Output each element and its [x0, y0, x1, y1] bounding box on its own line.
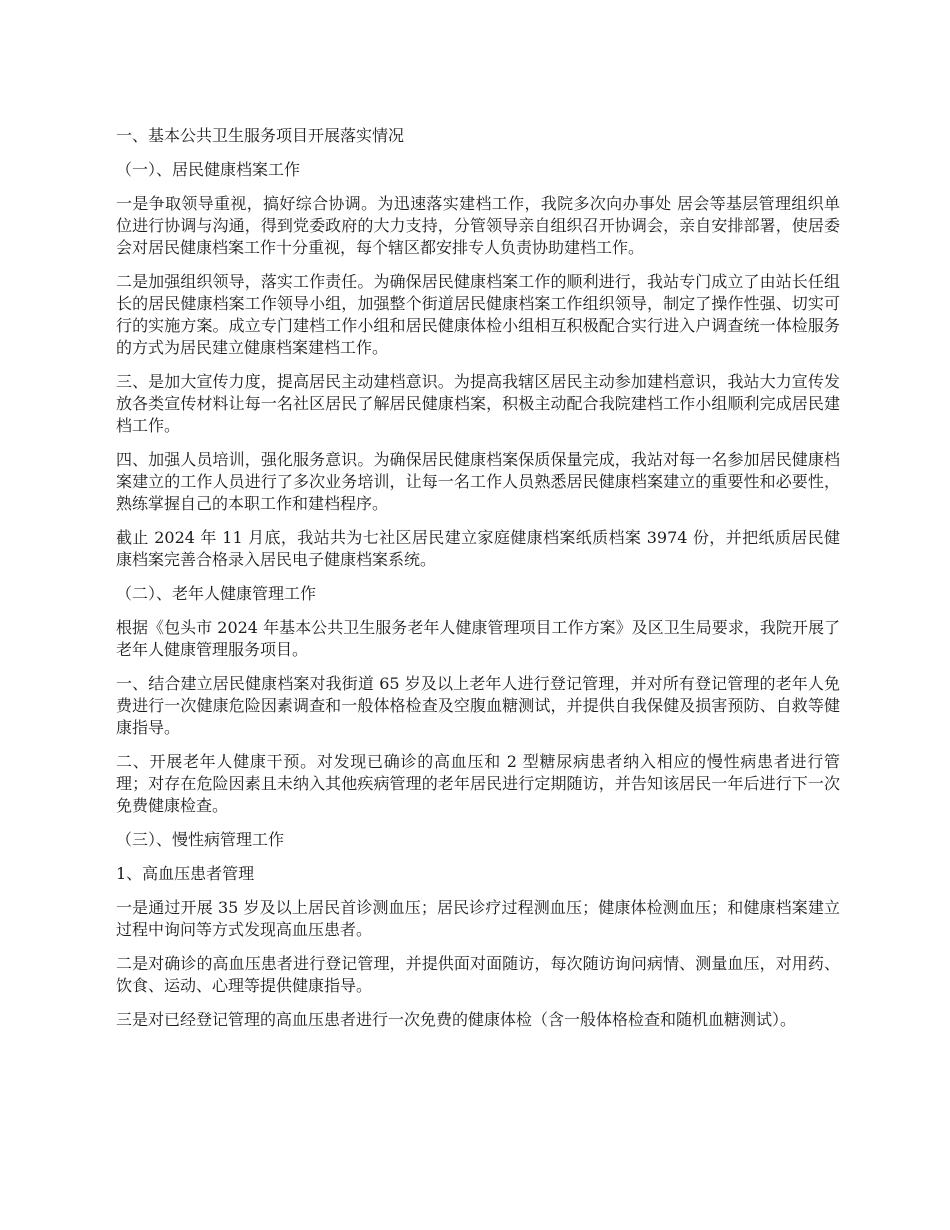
paragraph: 三是对已经登记管理的高血压患者进行一次免费的健康体检（含一般体格检查和随机血糖测试）。 [116, 1010, 797, 1029]
item-heading-hypertension: 1、高血压患者管理 [116, 864, 255, 883]
paragraph: 三、是加大宣传力度，提高居民主动建档意识。为提高我辖区居民主动参加建档意识，我站大力宣传发放各类宣传材料让每一名社区居民了解居民健康档案，积极主动配合我院建档工作小组顺利完成居民建档工作。 [116, 372, 840, 435]
section-heading: 一、基本公共卫生服务项目开展落实情况 [116, 126, 405, 145]
paragraph: 二是对确诊的高血压患者进行登记管理，并提供面对面随访，每次随访询问病情、测量血压，对用药、饮食、运动、心理等提供健康指导。 [116, 954, 840, 995]
paragraph: 四、加强人员培训，强化服务意识。为确保居民健康档案保质保量完成，我站对每一名参加居民健康档案建立的工作人员进行了多次业务培训，让每一名工作人员熟悉居民健康档案建立的重要性和必要性，熟练掌握自己的本职工作和建档程序。 [116, 450, 840, 513]
subsection-heading-elderly: （二）、老年人健康管理工作 [116, 584, 317, 603]
paragraph: 二、开展老年人健康干预。对发现已确诊的高血压和 2 型糖尿病患者纳入相应的慢性病患者进行管理；对存在危险因素且未纳入其他疾病管理的老年居民进行定期随访，并告知该居民一年后进行下一次免费健康检查。 [116, 752, 840, 815]
paragraph: 一是通过开展 35 岁及以上居民首诊测血压；居民诊疗过程测血压；健康体检测血压；和健康档案建立过程中询问等方式发现高血压患者。 [116, 898, 840, 939]
paragraph: 根据《包头市 2024 年基本公共卫生服务老年人健康管理项目工作方案》及区卫生局要求，我院开展了老年人健康管理服务项目。 [116, 618, 840, 659]
paragraph: 一是争取领导重视，搞好综合协调。为迅速落实建档工作，我院多次向办事处 居会等基层管理组织单位进行协调与沟通，得到党委政府的大力支持，分管领导亲自组织召开协调会，亲自安排部署，使居委会对居民健康档案工作十分重视，每个辖区都安排专人负责协助建档工作。 [116, 194, 840, 257]
subsection-heading-chronic-disease: （三）、慢性病管理工作 [116, 830, 285, 849]
paragraph: 截止 2024 年 11 月底，我站共为七社区居民建立家庭健康档案纸质档案 3974 份，并把纸质居民健康档案完善合格录入居民电子健康档案系统。 [116, 528, 840, 569]
document-body [116, 125, 840, 1043]
subsection-heading-health-records: （一）、居民健康档案工作 [116, 160, 301, 179]
paragraph: 二是加强组织领导，落实工作责任。为确保居民健康档案工作的顺利进行，我站专门成立了由站长任组长的居民健康档案工作领导小组，加强整个街道居民健康档案工作组织领导，制定了操作性强、切实可行的实施方案。成立专门建档工作小组和居民健康体检小组相互积极配合实行进入户调查统一体检服务的方式为居民建立健康档案建档工作。 [116, 272, 840, 357]
paragraph: 一、结合建立居民健康档案对我街道 65 岁及以上老年人进行登记管理，并对所有登记管理的老年人免费进行一次健康危险因素调查和一般体格检查及空腹血糖测试，并提供自我保健及损害预防、自救等健康指导。 [116, 674, 840, 737]
